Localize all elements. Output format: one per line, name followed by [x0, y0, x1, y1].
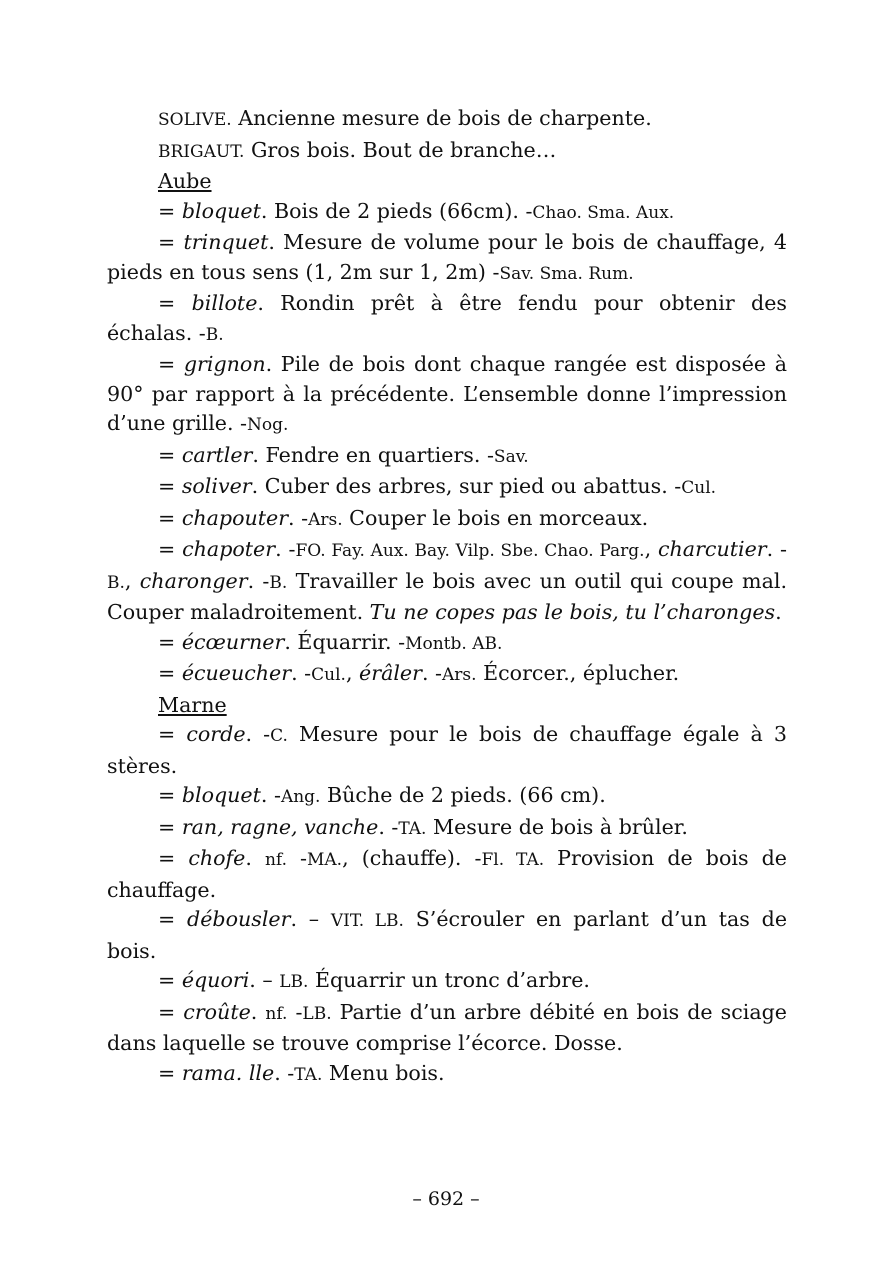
separator: . –	[249, 968, 280, 992]
entry-brigaut	[107, 136, 787, 168]
separator: ,	[124, 568, 140, 593]
page-number: – 692 –	[412, 1188, 480, 1210]
source-abbrev: TA.	[398, 818, 427, 839]
separator: ,	[345, 661, 360, 685]
entry-term: cartler	[181, 442, 253, 467]
equals-marker: =	[158, 1060, 182, 1085]
equals-marker: =	[158, 505, 182, 530]
entry-term: ran, ragne, vanche	[181, 814, 379, 839]
entry-definition: Ancienne mesure de bois de charpente.	[231, 106, 652, 130]
entry-definition: Menu bois.	[322, 1060, 445, 1085]
equals-marker: =	[158, 442, 182, 467]
entry-headword: SOLIVE.	[158, 110, 232, 130]
entry-term-variant: charcutier	[658, 537, 767, 561]
source-abbrev: LB.	[302, 1003, 332, 1024]
source-abbrev: TA.	[294, 1064, 323, 1085]
equals-marker: =	[158, 968, 182, 992]
equals-marker: =	[158, 783, 182, 807]
entry-definition: Couper le bois en morceaux.	[342, 505, 649, 530]
entry-ecoeurner	[107, 628, 787, 660]
entry-term: trinquet	[183, 230, 269, 254]
grammar-label: nf.	[265, 1003, 288, 1024]
entry-term: rama. lle	[181, 1060, 275, 1085]
source-abbrev: Sav.	[493, 446, 529, 467]
entry-billote	[107, 289, 787, 350]
entry-example: Tu ne copes pas le bois, tu l’charonges	[369, 600, 776, 624]
entry-definition: Provision de bois de chauffage.	[107, 846, 787, 902]
source-abbrev: VIT. LB.	[330, 911, 404, 931]
grammar-label: nf.	[264, 850, 287, 870]
source-abbrev: Sav. Sma. Rum.	[499, 263, 634, 284]
entry-term: équori	[181, 968, 250, 992]
entry-definition: Mesure de bois à brûler.	[426, 814, 688, 839]
separator: .	[250, 999, 266, 1024]
entry-definition: Travailler le bois avec un outil qui coupe mal. Couper maladroitement.	[107, 568, 787, 624]
entry-term-variant: charonger	[139, 568, 248, 593]
equals-marker: =	[158, 198, 182, 223]
separator: . -	[260, 783, 281, 807]
equals-marker: =	[158, 661, 182, 685]
entry-ran	[107, 813, 787, 845]
entry-croute	[107, 998, 787, 1059]
equals-marker: =	[158, 814, 182, 839]
separator: . -	[421, 661, 443, 685]
separator: .	[245, 846, 265, 870]
entry-debousler	[107, 905, 787, 966]
entry-definition: . Mesure de volume pour le bois de chauffage, 4 pieds en tous sens (1, 2m sur 1, 2m) -	[107, 230, 787, 284]
entry-term: grignon	[183, 352, 266, 376]
source-abbrev: Montb. AB.	[405, 633, 503, 654]
separator: . -	[288, 505, 309, 530]
separator: . -	[291, 661, 312, 685]
entry-term: bloquet	[181, 198, 261, 223]
source-abbrev: MA.	[307, 850, 343, 870]
entry-bloquet-marne	[107, 781, 787, 813]
equals-marker: =	[158, 230, 184, 254]
entry-corde	[107, 720, 787, 781]
entry-bloquet-aube	[107, 197, 787, 229]
entry-chofe	[107, 844, 787, 905]
entry-definition: Mesure pour le bois de chauffage égale à 3 stères.	[107, 722, 787, 778]
separator: . -	[245, 722, 271, 746]
section-heading-aube: Aube	[158, 169, 212, 193]
entry-term: bloquet	[181, 783, 261, 807]
entry-term: corde	[186, 722, 246, 746]
separator: .	[775, 600, 782, 624]
source-abbrev: C.	[270, 726, 288, 746]
equals-marker: =	[158, 907, 188, 931]
source-abbrev: B.	[269, 572, 288, 593]
entry-definition: Équarrir un tronc d’arbre.	[308, 968, 590, 992]
entry-definition: Bûche de 2 pieds. (66 cm).	[320, 783, 606, 807]
entry-term: soliver	[181, 474, 252, 498]
equals-marker: =	[158, 722, 187, 746]
document-body	[107, 104, 787, 1090]
entry-term: écœurner	[181, 629, 285, 654]
source-abbrev: B.	[205, 324, 224, 345]
entry-definition: . Bois de 2 pieds (66cm). -	[260, 198, 533, 223]
source-abbrev: Fl. TA.	[481, 850, 545, 870]
entry-term: chapouter	[181, 505, 289, 530]
equals-marker: =	[158, 629, 182, 654]
entry-term: croûte	[183, 999, 251, 1024]
entry-definition: . Équarrir. -	[284, 629, 406, 654]
entry-definition: . Rondin prêt à être fendu pour obtenir des échalas. -	[107, 291, 787, 345]
entry-definition: Écorcer., éplucher.	[476, 661, 680, 685]
separator: . -	[275, 537, 296, 561]
entry-definition: Gros bois. Bout de branche…	[244, 137, 557, 162]
separator: . -	[766, 537, 787, 561]
entry-term: billote	[191, 291, 258, 315]
entry-equori	[107, 966, 787, 998]
separator: ,	[644, 537, 658, 561]
entry-term: chofe	[188, 846, 246, 870]
entry-definition: . Pile de bois dont chaque rangée est disposée à 90° par rapport à la précédente. L’ensemble donne l’impression d’une grille. -	[107, 352, 787, 435]
equals-marker: =	[158, 474, 182, 498]
entry-definition: Partie d’un arbre débité en bois de sciage dans laquelle se trouve comprise l’écorce. Dosse.	[107, 999, 787, 1055]
entry-ramalle	[107, 1059, 787, 1091]
entry-chapouter	[107, 504, 787, 536]
separator: . -	[274, 1060, 295, 1085]
entry-soliver	[107, 472, 787, 504]
source-abbrev: Ang.	[280, 787, 321, 807]
entry-definition: . Cuber des arbres, sur pied ou abattus. -	[251, 474, 682, 498]
source-abbrev: Nog.	[247, 415, 289, 435]
source-abbrev: LB.	[279, 972, 309, 992]
source-abbrev: Cul.	[681, 478, 717, 498]
source-abbrev: B.	[107, 572, 125, 593]
separator: , (chauffe). -	[342, 846, 482, 870]
equals-marker: =	[158, 291, 192, 315]
entry-definition: S’écrouler en parlant d’un tas de bois.	[107, 907, 788, 963]
entry-term-variant: érâler	[359, 661, 422, 685]
entry-trinquet	[107, 228, 787, 289]
entry-term: chapoter	[182, 537, 276, 561]
source-abbrev: Chao. Sma. Aux.	[532, 202, 675, 223]
source-abbrev: Ars.	[308, 509, 343, 530]
source-abbrev: Cul.	[311, 665, 346, 685]
separator: -	[287, 999, 303, 1024]
equals-marker: =	[158, 537, 183, 561]
separator: . -	[247, 568, 270, 593]
source-abbrev: FO. Fay. Aux. Bay. Vilp. Sbe. Chao. Parg.	[295, 541, 645, 561]
entry-ecueucher	[107, 659, 787, 691]
entry-grignon	[107, 350, 787, 441]
entry-definition: . Fendre en quartiers. -	[252, 442, 494, 467]
equals-marker: =	[158, 352, 184, 376]
equals-marker: =	[158, 846, 189, 870]
entry-chapoter	[107, 535, 787, 628]
separator: . –	[290, 907, 331, 931]
entry-term: écueucher	[181, 661, 292, 685]
entry-cartler	[107, 441, 787, 473]
entry-solive	[107, 104, 787, 136]
equals-marker: =	[158, 999, 184, 1024]
entry-headword: BRIGAUT.	[158, 141, 245, 162]
separator: . -	[378, 814, 399, 839]
entry-term: débousler	[187, 907, 291, 931]
separator: -	[286, 846, 307, 870]
source-abbrev: Ars.	[442, 665, 477, 685]
section-heading-marne: Marne	[158, 692, 227, 717]
